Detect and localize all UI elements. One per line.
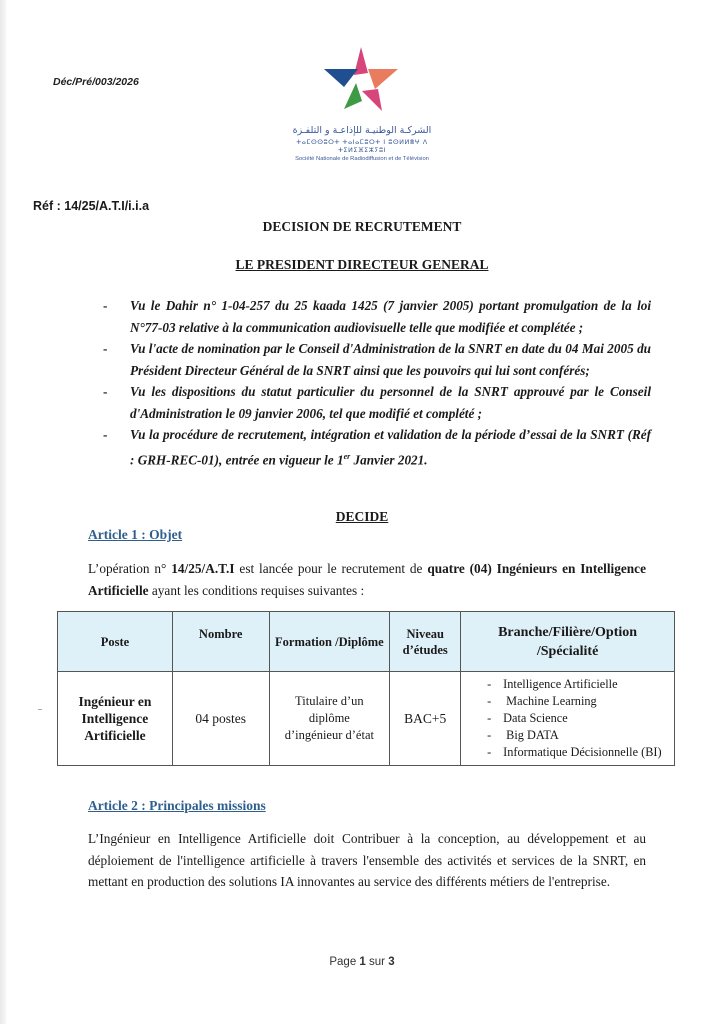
page-footer: Page 1 sur 3 — [329, 956, 395, 968]
considerations-list — [103, 295, 651, 470]
consideration-item: - Vu la procédure de recrutement, intégration et validation de la période d’essai de la SNRT (Réf : GRH-REC-01), entrée en vigueur le 1er Janvier 2021. — [103, 424, 651, 470]
operation-number: 14/25/A.T.I — [171, 561, 235, 576]
header-nombre: Nombre — [172, 612, 269, 672]
specialite-item: - Data Science — [487, 711, 568, 725]
current-page: 1 — [359, 956, 366, 968]
article-2-paragraph: L’Ingénieur en Intelligence Artificielle doit Contribuer à la conception, au développement et au déploiement de l'intelligence artificielle à travers l'ensemble des activités et services de la SNRT, en mettant en production des solutions IA innovantes au service des différents métiers de l'entreprise. — [88, 831, 646, 889]
recruitment-table — [57, 611, 675, 766]
consideration-item: - Vu les dispositions du statut particulier du personnel de la SNRT approuvé par le Conseil d'Administration le 09 janvier 2006, tel que modifié et complété ; — [103, 381, 651, 424]
table-header-row — [58, 612, 675, 672]
cell-nombre: 04 postes — [172, 672, 269, 766]
scan-artifact — [38, 709, 42, 710]
reference-number: Réf : 14/25/A.T.I/i.i.a — [33, 199, 150, 213]
company-name-tifinagh: ⵜⴰⵎⵙⵙⵓⵔⵜ ⵜⴰⵏⴰⵎⵓⵔⵜ ⵏ ⵓⵙⵍⵍⴻⵖ ⴷ ⵜⵉⵍⵉⴼⵉⵣⵢⵓⵏ — [296, 138, 428, 154]
specialites-list — [487, 676, 674, 761]
authority-title: LE PRESIDENT DIRECTEUR GENERAL — [235, 257, 489, 272]
header-branche: Branche/Filière/Option /Spécialité — [461, 612, 675, 672]
article-1-heading: Article 1 : Objet — [88, 527, 183, 542]
decision-title: DECISION DE RECRUTEMENT — [262, 219, 462, 234]
header-niveau: Niveau d’études — [390, 612, 461, 672]
list-dash: - — [103, 298, 108, 313]
company-name-block — [272, 125, 452, 162]
cell-poste: Ingénieur en Intelligence Artificielle — [58, 672, 173, 766]
decide-heading: DECIDE — [335, 509, 389, 524]
snrt-star-logo-icon — [318, 45, 403, 117]
total-pages: 3 — [388, 956, 395, 968]
cell-niveau: BAC+5 — [390, 672, 461, 766]
list-dash: - — [103, 427, 108, 442]
header-formation: Formation /Diplôme — [269, 612, 390, 672]
article-2-heading: Article 2 : Principales missions — [88, 798, 266, 813]
specialite-item: - Big DATA — [487, 728, 559, 742]
document-code: Déc/Pré/003/2026 — [53, 76, 139, 88]
cell-formation: Titulaire d’un diplôme d’ingénieur d’état — [269, 672, 390, 766]
list-dash: - — [103, 341, 108, 356]
specialite-item: - Intelligence Artificielle — [487, 677, 618, 691]
company-name-french: Société Nationale de Radiodiffusion et de Télévision — [295, 156, 429, 162]
company-name-arabic: الشركـة الوطنيـة للإذاعـة و التلفـزة — [292, 125, 432, 136]
specialite-item: - Informatique Décisionnelle (BI) — [487, 745, 662, 759]
header-poste: Poste — [58, 612, 173, 672]
list-dash: - — [103, 384, 108, 399]
specialite-item: - Machine Learning — [487, 694, 597, 708]
cell-specialites — [461, 672, 675, 766]
position-count: quatre (04) Ingénieurs en Intelligence Artificielle — [88, 561, 646, 598]
consideration-item: - Vu le Dahir n° 1-04-257 du 25 kaada 1425 (7 janvier 2005) portant promulgation de la loi N°77-03 relative à la communication audiovisuelle telle que modifiée et complétée ; — [103, 295, 651, 338]
consideration-item: - Vu l'acte de nomination par le Conseil d'Administration de la SNRT en date du 04 Mai 2005 du Président Directeur Général de la SNRT ainsi que les pouvoirs qui lui sont conférés; — [103, 338, 651, 381]
article-1-paragraph: L’opération n° 14/25/A.T.I est lancée pour le recrutement de quatre (04) Ingénieurs en Intelligence Artificielle ayant les conditions requises suivantes : — [88, 561, 646, 598]
table-row — [58, 672, 675, 766]
